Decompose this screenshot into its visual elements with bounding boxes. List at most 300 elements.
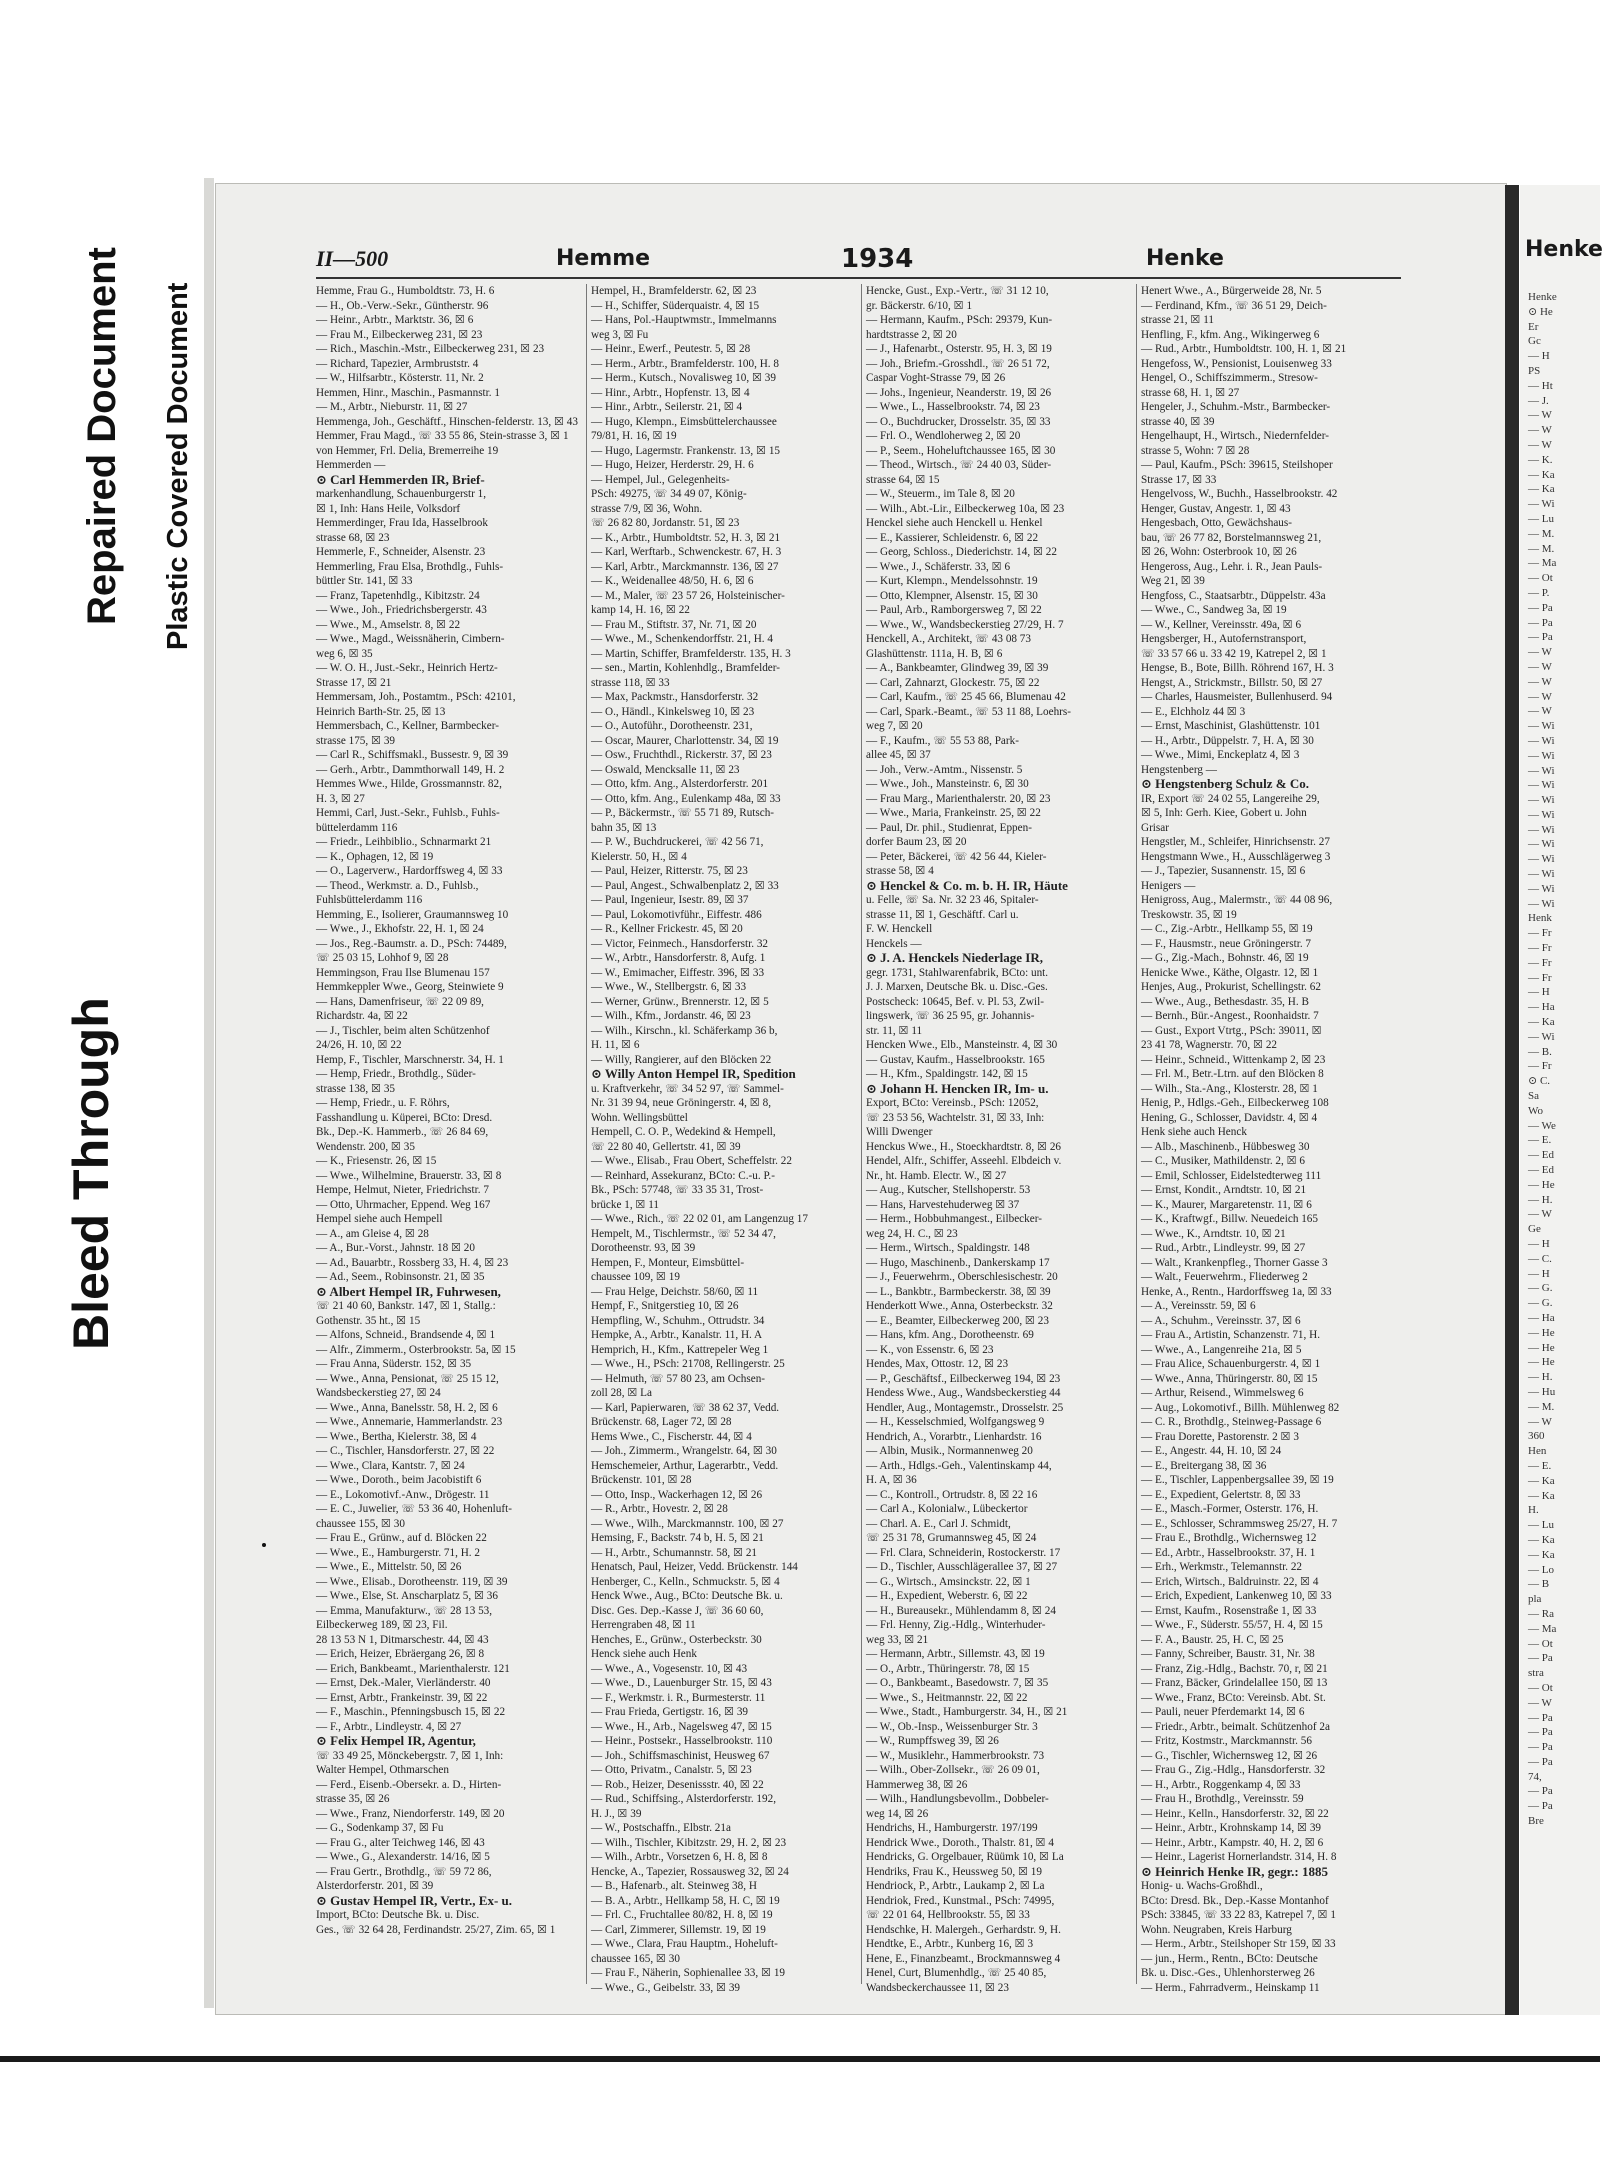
directory-entry: von Hemmer, Frl. Delia, Bremerreihe 19	[316, 444, 499, 457]
facing-page-entry: — Wi	[1528, 794, 1555, 807]
directory-entry: — A., am Gleise 4, ☒ 28	[316, 1227, 429, 1240]
directory-entry: weg 14, ☒ 26	[866, 1807, 929, 1820]
directory-entry: — jun., Herm., Rentn., BCto: Deutsche	[1141, 1952, 1318, 1965]
directory-entry: strasse 21, ☒ 11	[1141, 314, 1215, 326]
facing-page-entry: — W	[1528, 1208, 1552, 1221]
directory-entry: — Richard, Tapezier, Armbruststr. 4	[316, 357, 479, 370]
directory-entry: H. J., ☒ 39	[591, 1807, 642, 1820]
facing-page-entry: — H	[1528, 1238, 1550, 1250]
facing-page-entry: — Ma	[1528, 557, 1557, 570]
directory-entry: ☏ 22 01 64, Hellbrookstr. 55, ☒ 33	[866, 1909, 1030, 1921]
directory-entry: 79/81, H. 16, ☒ 19	[591, 430, 677, 442]
directory-entry: — Wwe., Elisab., Dorotheenstr. 119, ☒ 39	[316, 1575, 508, 1588]
directory-entry: — Walt., Feuerwehrm., Fliederweg 2	[1141, 1271, 1308, 1283]
directory-entry: Hempf, F., Snitgerstieg 10, ☒ 26	[591, 1300, 739, 1312]
directory-entry: Hemmerdinger, Frau Ida, Hasselbrook	[316, 517, 488, 529]
directory-entry: — Kurt, Klempn., Mendelssohnstr. 19	[866, 575, 1038, 587]
directory-entry: Dorotheenstr. 93, ☒ 39	[591, 1242, 696, 1254]
directory-entry: Henk siehe auch Henck	[1141, 1126, 1247, 1138]
directory-entry: Fasshandlung u. Küperei, BCto: Dresd.	[316, 1111, 493, 1124]
directory-entry: Eilbeckerweg 189, ☒ 23, Fil.	[316, 1619, 448, 1631]
directory-entry: — Frau G., Zig.-Hdlg., Hansdorferstr. 32	[1141, 1764, 1326, 1776]
directory-entry: — Ernst, Maschinist, Glashüttenstr. 101	[1141, 720, 1321, 732]
directory-entry: Wandsbeckerchaussee 11, ☒ 23	[866, 1981, 1009, 1994]
directory-entry: — K., Kraftwgf., Billw. Neuedeich 165	[1141, 1213, 1318, 1225]
directory-entry: chaussee 109, ☒ 19	[591, 1271, 680, 1283]
facing-page-entry: pla	[1528, 1593, 1542, 1606]
directory-entry: Glashüttenstr. 111a, H. B, ☒ 6	[866, 647, 1003, 660]
directory-entry: — Wwe., Annemarie, Hammerlandstr. 23	[316, 1416, 503, 1428]
directory-entry: Henck siehe auch Henk	[591, 1648, 697, 1660]
directory-entry: Gothenstr. 35 ht., ☒ 15	[316, 1314, 421, 1327]
directory-entry: — Wwe., S., Heitmannstr. 22, ☒ 22	[866, 1691, 1028, 1704]
directory-entry: — H., Kesselschmied, Wolfgangsweg 9	[866, 1416, 1045, 1428]
facing-page-entry: — Ka	[1528, 1548, 1555, 1561]
directory-entry: Hemmen, Hinr., Maschin., Pasmannstr. 1	[316, 386, 500, 399]
directory-entry: Disc. Ges. Dep.-Kasse J, ☏ 36 60 60,	[591, 1604, 764, 1617]
directory-entry: — Willy, Rangierer, auf den Blöcken 22	[591, 1053, 772, 1066]
directory-entry: Hempell, C. O. P., Wedekind & Hempell,	[591, 1126, 776, 1138]
directory-entry: — Frl. Clara, Schneiderin, Rostockerstr. 17	[866, 1546, 1061, 1559]
directory-entry: chaussee 165, ☒ 30	[591, 1952, 680, 1965]
directory-entry: — E., Beamter, Eilbeckerweg 200, ☒ 23	[866, 1314, 1049, 1327]
directory-entry: Hemsing, F., Backstr. 74 b, H. 5, ☒ 21	[591, 1532, 764, 1544]
directory-entry: Walter Hempel, Othmarschen	[316, 1764, 449, 1776]
directory-entry: — Hinr., Arbtr., Hopfenstr. 13, ☒ 4	[591, 386, 750, 399]
directory-entry: Hempel, H., Bramfelderstr. 62, ☒ 23	[591, 285, 757, 297]
directory-entry: Henger, Gustav, Angestr. 1, ☒ 43	[1141, 502, 1291, 515]
directory-entry: — O., Händl., Kinkelsweg 10, ☒ 23	[591, 705, 755, 718]
directory-entry: — R., Kellner Frickestr. 45, ☒ 20	[591, 923, 743, 935]
directory-entry: — Frau Gertr., Brothdlg., ☏ 59 72 86,	[316, 1865, 492, 1878]
directory-entry: — Wilh., Ober-Zollsekr., ☏ 26 09 01,	[866, 1764, 1040, 1776]
facing-page-entry: — H.	[1528, 1371, 1553, 1384]
facing-page-entry: — Pa	[1528, 631, 1553, 644]
directory-entry: — E., Elchholz 44 ☒ 3	[1141, 705, 1246, 718]
facing-page-entry: — Ht	[1528, 379, 1553, 392]
facing-page-entry: — Ka	[1528, 468, 1555, 481]
directory-entry: — Hemp, Friedr., Brothdlg., Süder-	[316, 1068, 476, 1080]
facing-page-entry: Henke	[1528, 291, 1557, 303]
directory-entry: H. 3, ☒ 27	[316, 792, 365, 805]
directory-entry: — E., Kassierer, Schleidenstr. 6, ☒ 22	[866, 531, 1039, 544]
directory-entry: gr. Bäckerstr. 6/10, ☒ 1	[866, 299, 973, 312]
directory-entry: Henckel siehe auch Henckell u. Henkel	[866, 517, 1043, 529]
directory-entry: büttler Str. 141, ☒ 33	[316, 575, 413, 587]
directory-entry: Nr., ht. Hamb. Electr. W., ☒ 27	[866, 1169, 1007, 1182]
directory-entry: — Wwe., Anna, Pensionat, ☏ 25 15 12,	[316, 1372, 499, 1385]
directory-entry: Henel, Curt, Blumenhdlg., ☏ 25 40 85,	[866, 1967, 1047, 1979]
directory-entry: — E., Angestr. 44, H. 10, ☒ 24	[1141, 1445, 1282, 1457]
directory-entry: — Carl, Zahnarzt, Glockestr. 75, ☒ 22	[866, 676, 1040, 689]
directory-entry: Hemmer, Frau Magd., ☏ 33 55 86, Stein-strasse 3, ☒ 1	[316, 430, 569, 442]
directory-entry: — Paul, Kaufm., PSch: 39615, Steilshoper	[1141, 459, 1333, 471]
directory-entry: Hemmerden —	[316, 459, 386, 471]
facing-page-entry: — E.	[1528, 1134, 1552, 1147]
directory-entry: — O., Buchdrucker, Drosselstr. 35, ☒ 33	[866, 415, 1051, 428]
directory-entry: — Frau F., Näherin, Sophienallee 33, ☒ 19	[591, 1967, 786, 1979]
directory-entry: Hemme, Frau G., Humboldtstr. 73, H. 6	[316, 285, 495, 297]
directory-entry: — Carl R., Schiffsmakl., Bussestr. 9, ☒ 39	[316, 749, 509, 761]
directory-entry: Wohn. Wellingsbüttel	[591, 1111, 688, 1124]
directory-entry: ☒ 26, Wohn: Osterbrook 10, ☒ 26	[1141, 546, 1297, 558]
directory-entry: — Ad., Bauarbtr., Rossberg 33, H. 4, ☒ 23	[316, 1256, 509, 1269]
directory-entry: — H., Kfm., Spaldingstr. 142, ☒ 15	[866, 1068, 1028, 1080]
facing-page-entry: — Wi	[1528, 498, 1555, 511]
directory-entry: Heinrich Barth-Str. 25, ☒ 13	[316, 705, 446, 718]
facing-page-entry: — B	[1528, 1578, 1550, 1591]
facing-page-entry: — He	[1528, 1178, 1555, 1191]
directory-entry: — Paul, Angest., Schwalbenplatz 2, ☒ 33	[591, 879, 779, 892]
facing-page-entry: — Fr	[1528, 927, 1552, 940]
directory-entry: — Wwe., G., Alexanderstr. 14/16, ☒ 5	[316, 1851, 490, 1863]
directory-entry: PSch: 49275, ☏ 34 49 07, König-	[591, 488, 747, 500]
directory-entry: — Erich, Wirtsch., Baldruinstr. 22, ☒ 4	[1141, 1575, 1319, 1588]
directory-entry: — W., Steuerm., im Tale 8, ☒ 20	[866, 488, 1015, 500]
directory-entry: — Wwe., H., PSch: 21708, Rellingerstr. 25	[591, 1358, 785, 1370]
directory-entry: — K., Weidenallee 48/50, H. 6, ☒ 6	[591, 575, 754, 587]
facing-page-entry: — Wi	[1528, 808, 1555, 821]
page-gutter-shadow	[1505, 185, 1519, 2015]
directory-entry: — Rich., Maschin.-Mstr., Eilbeckerweg 231, ☒ 23	[316, 343, 545, 355]
directory-entry: Henckus Wwe., H., Stoeckhardtstr. 8, ☒ 26	[866, 1140, 1062, 1153]
facing-page-entry: — Fr	[1528, 942, 1552, 955]
directory-entry: allee 45, ☒ 37	[866, 749, 931, 761]
directory-entry: — H., Bureausekr., Mühlendamm 8, ☒ 24	[866, 1604, 1056, 1617]
directory-entry: str. 11, ☒ 11	[866, 1024, 923, 1037]
facing-page-entry: — M.	[1528, 527, 1555, 540]
facing-page-entry: — Lu	[1528, 512, 1554, 525]
directory-entry: — Heinr., Ewerf., Peutestr. 5, ☒ 28	[591, 343, 751, 355]
directory-entry: ⊙ Henckel & Co. m. b. H. IR, Häute	[866, 877, 1068, 893]
directory-entry: — F., Werkmstr. i. R., Burmesterstr. 11	[591, 1691, 766, 1704]
plastic-covered-label: Plastic Covered Document	[162, 282, 194, 650]
facing-page-entry: — W	[1528, 646, 1552, 659]
directory-entry: — C., Tischler, Hansdorferstr. 27, ☒ 22	[316, 1445, 495, 1457]
directory-entry: — Jos., Reg.-Baumstr. a. D., PSch: 74489,	[316, 937, 507, 950]
directory-entry: — Wwe., Clara, Frau Hauptm., Hoheluft-	[591, 1938, 778, 1950]
directory-entry: — Wwe., Clara, Kantstr. 7, ☒ 24	[316, 1459, 465, 1472]
facing-page-entry: — B.	[1528, 1045, 1552, 1058]
directory-entry: ⊙ Albert Hempel IR, Fuhrwesen,	[316, 1283, 501, 1299]
directory-entry: — Ad., Seem., Robinsonstr. 21, ☒ 35	[316, 1271, 485, 1283]
directory-entry: — Heinr., Schneid., Wittenkamp 2, ☒ 23	[1141, 1053, 1326, 1066]
facing-page-entry: Er	[1528, 320, 1539, 333]
directory-entry: — F. A., Baustr. 25, H. C, ☒ 25	[1141, 1633, 1284, 1646]
directory-entry: Caspar Voght-Strasse 79, ☒ 26	[866, 372, 1006, 384]
facing-page-entry: — Wi	[1528, 720, 1555, 733]
facing-page-entry: — Ka	[1528, 1016, 1555, 1029]
directory-entry: — W., Emimacher, Eiffestr. 396, ☒ 33	[591, 966, 765, 979]
facing-page-entry: H.	[1528, 1504, 1539, 1517]
directory-entry: — Karl, Papierwaren, ☏ 38 62 37, Vedd.	[591, 1401, 780, 1414]
directory-entry: Import, BCto: Deutsche Bk. u. Disc.	[316, 1909, 480, 1921]
directory-entry: — Karl, Arbtr., Marckmannstr. 136, ☒ 27	[591, 560, 779, 573]
directory-entry: Hendriks, Frau K., Heussweg 50, ☒ 19	[866, 1865, 1042, 1878]
directory-entry: Henderkott Wwe., Anna, Osterbeckstr. 32	[866, 1300, 1053, 1312]
facing-page-entry: — Pa	[1528, 1726, 1553, 1739]
directory-entry: — W., Postschaffn., Elbstr. 21a	[591, 1822, 731, 1834]
directory-entry: — Wwe., Stadt., Hamburgerstr. 34, H., ☒ 21	[866, 1706, 1068, 1718]
directory-entry: ⊙ Hengstenberg Schulz & Co.	[1141, 776, 1309, 791]
facing-page-entry: — Ot	[1528, 1681, 1553, 1694]
directory-entry: Strasse 17, ☒ 33	[1141, 473, 1217, 486]
directory-entry: — B. A., Arbtr., Hellkamp 58, H. C, ☒ 19	[591, 1894, 780, 1907]
directory-entry: — G., Sodenkamp 37, ☒ Fu	[316, 1822, 444, 1834]
directory-entry: PSch: 33845, ☏ 33 22 83, Katrepel 7, ☒ 1	[1141, 1909, 1336, 1921]
directory-entry: Hemmerle, F., Schneider, Alsenstr. 23	[316, 546, 486, 558]
page-number: II—500	[316, 246, 389, 271]
facing-page-entry: — He	[1528, 1356, 1555, 1369]
directory-entry: — W. O. H., Just.-Sekr., Heinrich Hertz-	[316, 662, 498, 674]
directory-entry: — Wwe., Maria, Frankeinstr. 25, ☒ 22	[866, 807, 1041, 819]
directory-entry: Henig, P., Hdlgs.-Geh., Eilbeckerweg 108	[1141, 1097, 1329, 1109]
directory-entry: Hendriock, P., Arbtr., Laukamp 2, ☒ La	[866, 1880, 1045, 1892]
directory-entry: — Wwe., Doroth., beim Jacobistift 6	[316, 1474, 482, 1486]
directory-entry: Brückenstr. 101, ☒ 28	[591, 1474, 692, 1486]
directory-entry: — Werner, Grünw., Brennerstr. 12, ☒ 5	[591, 995, 769, 1008]
directory-entry: — Albin, Musik., Normannenweg 20	[866, 1445, 1033, 1457]
directory-entry: ☏ 25 31 78, Grumannsweg 45, ☒ 24	[866, 1532, 1037, 1544]
directory-entry: — Otto, Klempner, Alsenstr. 15, ☒ 30	[866, 589, 1038, 602]
directory-entry: — Martin, Schiffer, Bramfelderstr. 135, H. 3	[591, 647, 791, 660]
facing-page-entry: — Wi	[1528, 1030, 1555, 1043]
directory-entry: — Victor, Feinmech., Hansdorferstr. 32	[591, 937, 769, 950]
directory-entry: — Carl A., Kolonialw., Lübeckertor	[866, 1503, 1028, 1515]
directory-entry: — Wilh., Kfm., Jordanstr. 46, ☒ 23	[591, 1010, 751, 1022]
directory-entry: — Friedr., Leihbiblio., Schnarmarkt 21	[316, 836, 492, 848]
directory-entry: Hendrichs, H., Hamburgerstr. 197/199	[866, 1822, 1038, 1834]
directory-entry: — Wilh., Tischler, Kibitzstr. 29, H. 2, ☒ 23	[591, 1836, 787, 1849]
directory-entry: — Rud., Arbtr., Lindleystr. 99, ☒ 27	[1141, 1242, 1306, 1254]
directory-entry: Hemming, E., Isolierer, Graumannsweg 10	[316, 908, 509, 921]
directory-entry: Honig- u. Wachs-Großhdl.,	[1141, 1880, 1263, 1892]
directory-entry: — Wilh., Arbtr., Vorsetzen 6, H. 8, ☒ 8	[591, 1851, 768, 1863]
directory-entry: — Wwe., W., Stellbergstr. 6, ☒ 33	[591, 981, 747, 993]
directory-entry: — Wwe., Anna, Banelsstr. 58, H. 2, ☒ 6	[316, 1401, 498, 1414]
directory-entry: Bk. u. Disc.-Ges., Uhlenhorsterweg 26	[1141, 1967, 1315, 1979]
directory-entry: — Wwe., Mimi, Enckeplatz 4, ☒ 3	[1141, 749, 1300, 761]
directory-entry: ☏ 23 53 56, Wachtelstr. 31, ☒ 33, Inh:	[866, 1111, 1045, 1124]
directory-entry: Hencke, Gust., Exp.-Vertr., ☏ 31 12 10,	[866, 285, 1049, 297]
directory-entry: — J., Tischler, beim alten Schützenhof	[316, 1024, 490, 1037]
directory-entry: — Hugo, Maschinenb., Dankerskamp 17	[866, 1256, 1050, 1269]
directory-entry: — Wilh., Kirschn., kl. Schäferkamp 36 b,	[591, 1024, 778, 1037]
directory-entry: — Wilh., Sta.-Ang., Klosterstr. 28, ☒ 1	[1141, 1082, 1318, 1095]
directory-entry: — Frau A., Artistin, Schanzenstr. 71, H.	[1141, 1329, 1320, 1341]
directory-entry: — Wwe., A., Vogesenstr. 10, ☒ 43	[591, 1662, 748, 1675]
facing-page-entry: — E.	[1528, 1459, 1552, 1472]
directory-entry: dorfer Baum 23, ☒ 20	[866, 836, 967, 848]
directory-entry: markenhandlung, Schauenburgerstr 1,	[316, 488, 487, 500]
directory-entry: Hemmkeppler Wwe., Georg, Steinwiete 9	[316, 981, 504, 993]
directory-entry: Wandsbeckerstieg 27, ☒ 24	[316, 1387, 441, 1399]
directory-entry: — Wwe., Anna, Thüringerstr. 80, ☒ 15	[1141, 1372, 1318, 1385]
directory-entry: — E., Lokomotivf.-Anw., Drögestr. 11	[316, 1488, 490, 1501]
directory-entry: u. Kraftverkehr, ☏ 34 52 97, ☏ Sammel-	[591, 1082, 784, 1095]
directory-entry: — M., Arbtr., Nieburstr. 11, ☒ 27	[316, 401, 468, 413]
facing-page-entry: — Wi	[1528, 764, 1555, 777]
directory-entry: — Paul, Lokomotivführ., Eiffestr. 486	[591, 908, 762, 921]
directory-entry: — Heinr., Postsekr., Hasselbrookstr. 110	[591, 1735, 773, 1747]
directory-entry: — K., Arbtr., Humboldtstr. 52, H. 3, ☒ 21	[591, 531, 781, 544]
directory-entry: — Wilh., Abt.-Lir., Eilbeckerweg 10a, ☒ 23	[866, 502, 1065, 515]
directory-entry: büttelerdamm 116	[316, 821, 398, 834]
directory-entry: — G., Zig.-Mach., Bohnstr. 46, ☒ 19	[1141, 952, 1309, 964]
directory-entry: — Ernst, Arbtr., Frankeinstr. 39, ☒ 22	[316, 1691, 488, 1704]
directory-entry: Ges., ☏ 32 64 28, Ferdinandstr. 25/27, Zim. 65, ☒ 1	[316, 1923, 556, 1936]
directory-entry: — sen., Martin, Kohlenhdlg., Bramfelder-	[591, 662, 780, 674]
directory-entry: Hemmerling, Frau Elsa, Brothdlg., Fuhls-	[316, 560, 504, 573]
directory-entry: — W., Musiklehr., Hammerbrookstr. 73	[866, 1749, 1045, 1762]
directory-entry: Hencke, A., Tapezier, Rossausweg 32, ☒ 24	[591, 1865, 789, 1878]
directory-entry: — O., Arbtr., Thüringerstr. 78, ☒ 15	[866, 1662, 1030, 1675]
directory-entry: — Johs., Ingenieur, Neanderstr. 19, ☒ 26	[866, 386, 1052, 399]
directory-entry: — Heinr., Lagerist Hornerlandstr. 314, H. 8	[1141, 1851, 1337, 1863]
directory-entry: ☏ 21 40 60, Bankstr. 147, ☒ 1, Stallg.:	[316, 1300, 496, 1312]
facing-page-entry: — P.	[1528, 586, 1550, 599]
directory-entry: H. 11, ☒ 6	[591, 1039, 640, 1051]
directory-entry: — Carl, Zimmerer, Sillemstr. 19, ☒ 19	[591, 1923, 766, 1936]
facing-page-entry: — Pa	[1528, 1785, 1553, 1798]
directory-entry: Hendrich, A., Vorarbtr., Lienhardstr. 16	[866, 1430, 1042, 1443]
directory-entry: Hengelhaupt, H., Wirtsch., Niedernfelder-	[1141, 430, 1329, 442]
directory-entry: — Frau E., Grünw., auf d. Blöcken 22	[316, 1532, 487, 1544]
directory-entry: — Oswald, Mencksalle 11, ☒ 23	[591, 763, 740, 776]
directory-entry: — Ernst, Kondit., Arndtstr. 10, ☒ 21	[1141, 1184, 1307, 1196]
facing-page-entry: — Wi	[1528, 779, 1555, 792]
directory-entry: Henberger, C., Kelln., Schmuckstr. 5, ☒ 4	[591, 1575, 780, 1588]
directory-entry: Henatsch, Paul, Heizer, Vedd. Brückenstr. 144	[591, 1561, 798, 1573]
directory-entry: Hammerweg 38, ☒ 26	[866, 1778, 968, 1791]
directory-entry: Hene, E., Finanzbeamt., Brockmannsweg 4	[866, 1952, 1061, 1965]
directory-entry: 24/26, H. 10, ☒ 22	[316, 1039, 402, 1051]
directory-entry: ⊙ Heinrich Henke IR, gegr.: 1885	[1141, 1863, 1328, 1879]
directory-entry: — Wwe., A., Langenreihe 21a, ☒ 5	[1141, 1343, 1302, 1356]
directory-entry: — Wwe., M., Amselstr. 8, ☒ 22	[316, 618, 461, 631]
directory-entry: Brückenstr. 68, Lager 72, ☒ 28	[591, 1416, 732, 1428]
scan-bottom-edge	[0, 2056, 1600, 2062]
directory-entry: ☏ 22 80 40, Gellertstr. 41, ☒ 39	[591, 1140, 741, 1153]
directory-entry: — Hemp, Friedr., u. F. Röhrs,	[316, 1097, 450, 1109]
directory-entry: Hendriok, Fred., Kunstmal., PSch: 74995,	[866, 1894, 1055, 1907]
directory-entry: — C., Kontroll., Ortrudstr. 8, ☒ 22 16	[866, 1488, 1038, 1501]
directory-entry: — E., Masch.-Former, Osterstr. 176, H.	[1141, 1503, 1319, 1515]
directory-entry: — D., Tischler, Ausschlägerallee 37, ☒ 27	[866, 1561, 1058, 1573]
directory-entry: — Wwe., W., Wandsbeckerstieg 27/29, H. 7	[866, 618, 1064, 631]
directory-entry: — P., Geschäftsf., Eilbeckerweg 194, ☒ 23	[866, 1372, 1061, 1385]
directory-entry: — Wwe., D., Lauenburger Str. 15, ☒ 43	[591, 1677, 772, 1689]
column-divider	[586, 284, 587, 1984]
directory-entry: Hendschke, H. Malergeh., Gerhardstr. 9, H.	[866, 1923, 1061, 1936]
directory-entry: — Joh., Schiffsmaschinist, Heusweg 67	[591, 1749, 770, 1762]
directory-entry: — Erich, Bankbeamt., Marienthalerstr. 121	[316, 1662, 510, 1675]
facing-page-entry: Hen	[1528, 1445, 1547, 1458]
directory-entry: F. W. Henckell	[866, 923, 933, 935]
directory-entry: — Frau Alice, Schauenburgerstr. 4, ☒ 1	[1141, 1358, 1321, 1370]
directory-entry: Hengeross, Aug., Lehr. i. R., Jean Pauls-	[1141, 560, 1323, 573]
directory-entry: — K., von Essenstr. 6, ☒ 23	[866, 1343, 994, 1356]
directory-entry: ☏ 26 82 80, Jordanstr. 51, ☒ 23	[591, 517, 740, 529]
directory-entry: — K., Ophagen, 12, ☒ 19	[316, 850, 434, 863]
directory-entry: Hempke, A., Arbtr., Kanalstr. 11, H. A	[591, 1329, 763, 1341]
directory-entry: — Wwe., Bertha, Kielerstr. 38, ☒ 4	[316, 1430, 477, 1443]
bleed-through-label: Bleed Through	[63, 997, 119, 1350]
directory-entry: — Frau Helge, Deichstr. 58/60, ☒ 11	[591, 1285, 759, 1298]
directory-entry: — Herm., Wirtsch., Spaldingstr. 148	[866, 1242, 1030, 1254]
directory-entry: — Ferd., Eisenb.-Obersekr. a. D., Hirten-	[316, 1778, 502, 1791]
directory-entry: Hendes, Max, Ottostr. 12, ☒ 23	[866, 1358, 1009, 1370]
directory-entry: Hendrick Wwe., Doroth., Thalstr. 81, ☒ 4	[866, 1836, 1054, 1849]
facing-page-entry: — Fr	[1528, 956, 1552, 969]
facing-page-entry: — Ra	[1528, 1607, 1554, 1620]
directory-entry: — Emil, Schlosser, Eidelstedterweg 111	[1141, 1169, 1322, 1182]
directory-entry: — Arth., Hdlgs.-Geh., Valentinskamp 44,	[866, 1459, 1052, 1472]
directory-entry: — Heinr., Arbtr., Marktstr. 36, ☒ 6	[316, 314, 474, 326]
facing-page-entry: — W	[1528, 660, 1552, 673]
directory-entry: — Franz, Zig.-Hdlg., Bachstr. 70, r, ☒ 21	[1141, 1662, 1328, 1675]
facing-page-entry: Sa	[1528, 1090, 1539, 1103]
directory-entry: — W., Hilfsarbtr., Kösterstr. 11, Nr. 2	[316, 372, 484, 384]
facing-page-entry: — Ot	[1528, 1637, 1553, 1650]
directory-entry: — Paul, Ingenieur, Isestr. 89, ☒ 37	[591, 894, 749, 906]
directory-entry: BCto: Dresd. Bk., Dep.-Kasse Montanhof	[1141, 1894, 1329, 1907]
directory-entry: — Wwe., Magd., Weissnäherin, Cimbern-	[316, 633, 505, 645]
directory-entry: — Theod., Wirtsch., ☏ 24 40 03, Süder-	[866, 459, 1052, 471]
directory-entry: — Joh., Verw.-Amtm., Nissenstr. 5	[866, 763, 1023, 776]
directory-entry: — W., Kellner, Vereinsstr. 49a, ☒ 6	[1141, 618, 1302, 631]
directory-entry: — Wwe., G., Geibelstr. 33, ☒ 39	[591, 1981, 741, 1994]
directory-entry: — Charles, Hausmeister, Bullenhuserd. 94	[1141, 691, 1333, 703]
directory-entry: Grisar	[1141, 821, 1169, 834]
directory-entry: Willi Dwenger	[866, 1126, 933, 1138]
directory-entry: — C., Musiker, Mathildenstr. 2, ☒ 6	[1141, 1155, 1306, 1167]
facing-page-entry: — W	[1528, 1415, 1552, 1428]
directory-entry: — Herm., Arbtr., Bramfelderstr. 100, H. 8	[591, 357, 779, 370]
directory-entry: — Wwe., J., Schäferstr. 33, ☒ 6	[866, 560, 1011, 573]
directory-entry: — Alb., Maschinenb., Hübbesweg 30	[1141, 1140, 1310, 1153]
directory-entry: — Heinr., Arbtr., Kampstr. 40, H. 2, ☒ 6	[1141, 1836, 1324, 1849]
directory-entry: Hempelt, M., Tischlermstr., ☏ 52 34 47,	[591, 1227, 776, 1240]
directory-entry: strasse 5, Wohn: 7 ☒ 28	[1141, 444, 1250, 457]
directory-entry: — Carl, Kaufm., ☏ 25 45 66, Blumenau 42	[866, 691, 1066, 703]
directory-entry: — H., Arbtr., Schumannstr. 58, ☒ 21	[591, 1546, 758, 1559]
facing-page-entry: — J.	[1528, 394, 1549, 407]
directory-entry: Hems Wwe., C., Fischerstr. 44, ☒ 4	[591, 1430, 752, 1443]
directory-entry: strasse 7/9, ☒ 36, Wohn.	[591, 502, 703, 515]
directory-entry: — O., Lagerverw., Hardorffsweg 4, ☒ 33	[316, 865, 503, 877]
directory-entry: — Herm., Fahrradverm., Heinskamp 11	[1141, 1981, 1320, 1994]
directory-entry: Bk., Dep.-K. Hammerb., ☏ 26 84 69,	[316, 1126, 489, 1138]
directory-entry: — Ernst, Kaufm., Rosenstraße 1, ☒ 33	[1141, 1604, 1317, 1617]
directory-entry: Henicke Wwe., Käthe, Olgastr. 12, ☒ 1	[1141, 966, 1319, 979]
directory-entry: — Theod., Werkmstr. a. D., Fuhlsb.,	[316, 879, 479, 892]
directory-entry: Hempe, Helmut, Nieter, Friedrichstr. 7	[316, 1184, 489, 1196]
directory-entry: — Wwe., H., Arb., Nagelsweg 47, ☒ 15	[591, 1720, 772, 1733]
facing-page-entry: — Wi	[1528, 868, 1555, 881]
facing-page-entry: stra	[1528, 1667, 1544, 1680]
directory-entry: Hendler, Aug., Montagemstr., Drosselstr. 25	[866, 1401, 1064, 1414]
facing-page-entry: — M.	[1528, 542, 1555, 555]
directory-entry: — P. W., Buchdruckerei, ☏ 42 56 71,	[591, 836, 764, 848]
directory-entry: Henke, A., Rentn., Hardorffsweg 1a, ☒ 33	[1141, 1285, 1332, 1298]
directory-entry: strasse 11, ☒ 1, Geschäftf. Carl u.	[866, 908, 1019, 921]
directory-entry: ⊙ Johann H. Hencken IR, Im- u.	[866, 1080, 1049, 1096]
directory-entry: — Hempel, Jul., Gelegenheits-	[591, 473, 730, 486]
facing-page-entry: — Wi	[1528, 897, 1555, 910]
directory-entry: — F., Arbtr., Lindleystr. 4, ☒ 27	[316, 1720, 462, 1733]
directory-entry: strasse 58, ☒ 4	[866, 865, 934, 877]
